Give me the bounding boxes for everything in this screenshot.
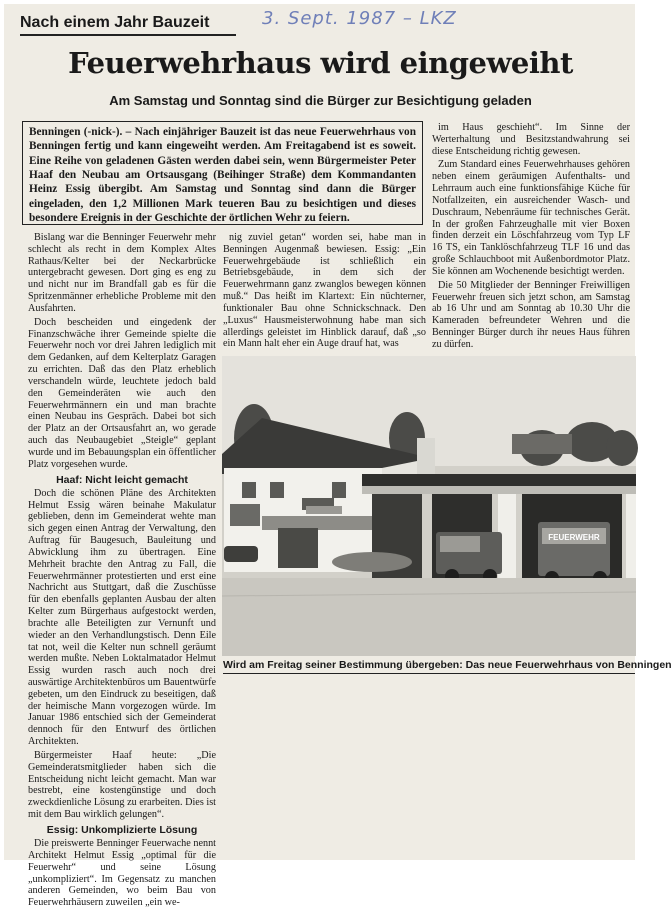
photo-caption: Wird am Freitag seiner Bestimmung übergeben: Das neue Feuerwehrhaus von Benningen [223, 659, 635, 674]
section-heading: Haaf: Nicht leicht gemacht [56, 473, 188, 486]
paragraph: nig zuviel getan“ worden sei, habe man in Benningen Augenmaß bewiesen. Essig: „Ein Feuerwehrgebäude ist schließlich ein Betriebsgebäude, in dem sich der Feuerwehrmann ganz zwanglos bewegen können muß.“ Das heißt im Klartext: Ein nüchterner, funktionaler Bau ohne Schnickschnack. Den „Luxus“ Hausmeisterwohnung habe man sich allerdings geleistet im Hinblick darauf, daß „so ein Mann halt eher ein Auge drauf hat, was [223, 232, 426, 350]
article-column-3 [432, 122, 630, 350]
handwritten-date-note: 3. Sept. 1987 – LKZ [262, 8, 457, 29]
paragraph: Die 50 Mitglieder der Benninger Freiwilligen Feuerwehr freuen sich jetzt schon, am Samstag ab 16 Uhr und am Sonntag ab 10.30 Uhr die Kameraden befreundeter Wehren und die Benninger Bürger durch ihr neues Haus führen zu dürfen. [432, 279, 630, 350]
paragraph: Bürgermeister Haaf heute: „Die Gemeinderatsmitglieder haben sich die Entscheidung nicht leicht gemacht. Man war bestrebt, eine kostengünstige und doch zweckdienliche Lösung zu erarbeiten. Dies ist mit dem Bau wirklich gelungen“. [28, 749, 216, 821]
paragraph: Die preiswerte Benninger Feuerwache nennt Architekt Helmut Essig „optimal für die Feuerwehr“ und seine Lösung „unkompliziert“. Im Gegensatz zu manchen anderen Gemeinden, wo beim Bau von Feuerwehrhäusern zuweilen „ein we- [28, 838, 216, 909]
paragraph: im Haus geschieht“. Im Sinne der Werterhaltung und Besitzstandwahrung sei diese Entscheidung richtig gewesen. [432, 122, 630, 157]
article-column-2 [223, 232, 426, 350]
fire-station-photo [222, 356, 636, 656]
paragraph: Zum Standard eines Feuerwehrhauses gehören neben einem geräumigen Aufenthalts- und Lehrraum auch eine funktionsfähige Küche für Notfallzeiten, ein ausreichender Wasch- und Duschraum, Nebenräume für technisches Gerät. In der großen Fahrzeughalle mit vier Boxen finden derzeit ein Löschfahrzeug vom Typ LF 16 TS, ein Tanklöschfahrzeug TLF 16 und das große Schlauchboot mit Außenbordmotor Platz. Sie können am Wochenende besichtigt werden. [432, 159, 630, 277]
paragraph: Bislang war die Benninger Feuerwehr mehr schlecht als recht in dem Komplex Altes Rathaus/Kelter bei der Neckarbrücke untergebracht gewesen. Dort ging es eng zu und nicht nur im Brandfall gab es für die Spritzenmänner erhebliche Probleme mit den Ausfahrten. [28, 232, 216, 314]
paragraph: Doch bescheiden und eingedenk der Finanzschwäche ihrer Gemeinde spielte die Feuerwehr noch vor drei Jahren lediglich mit dem Gedanken, auf dem Kelterplatz Garagen zu errichten. Daß das den Platz erheblich verschandeln würde, leuchtete jedoch bald den Gemeinderäten wie auch den Feuerwehrmännern ein und man brachte einen Neubau ins Gespräch. Dabei bot sich der Platz an der Ortsausfahrt an, wo gerade auch das Neubaugebiet „Steigle“ geplant wurde und im Bebauungsplan ein öffentlicher Platz vorgesehen wurde. [28, 316, 216, 470]
section-heading: Essig: Unkomplizierte Lösung [46, 823, 198, 836]
subheadline: Am Samstag und Sonntag sind die Bürger zur Besichtigung geladen [109, 93, 532, 108]
kicker: Nach einem Jahr Bauzeit [20, 14, 236, 36]
article-column-1 [28, 232, 216, 909]
headline: Feuerwehrhaus wird eingeweiht [68, 46, 573, 80]
lead-paragraph: Benningen (-nick-). – Nach einjähriger Bauzeit ist das neue Feuerwehrhaus von Benningen fertig und kann eingeweiht werden. Am Freitagabend ist es soweit. Eine Reihe von geladenen Gästen werden dabei sein, wenn Bürgermeister Peter Haaf den Neubau am Ortsausgang (Beihinger Straße) dem Kommandanten Heinz Essig übergibt. Am Samstag und Sonntag sind dann die Bürger eingeladen, den 1,2 Millionen Mark teueren Bau zu besichtigen und dieses besondere Ereignis in der Geschichte der örtlichen Wehr zu feiern. [22, 121, 423, 225]
paragraph: Doch die schönen Pläne des Architekten Helmut Essig wären beinahe Makulatur geblieben, denn im Gemeinderat wehte man sich gegen einen Antrag der Verwaltung, den Auftrag für Baugesuch, Bauleitung und Abwicklung ihm zu übertragen. Eine Mehrheit brachte den Antrag zu Fall, die Feuerwehrmänner protestierten und erst eine Nachricht aus Stuttgart, daß die Zuschüsse für den ebenfalls geplanten Ausbau der alten Kelter zum Bürgerhaus aufgestockt werden, brachte alle Beteiligten zur Vernunft und wieder an den Verhandlungstisch. Denn Eile tat not, weil die Kelter nun schnell geräumt werden mußte. Neben Loktalmatador Helmut Essig wurden rasch auch noch drei auswärtige Architektenbüros um Bauentwürfe gebeten, um den Eindruck zu beseitigen, daß der heimische Mann vorgezogen würde. Im Januar 1986 entschied sich der Gemeinderat dennoch für den Entwurf des örtlichen Architekten. [28, 487, 216, 748]
truck-sign-text: FEUERWEHR [548, 533, 600, 542]
